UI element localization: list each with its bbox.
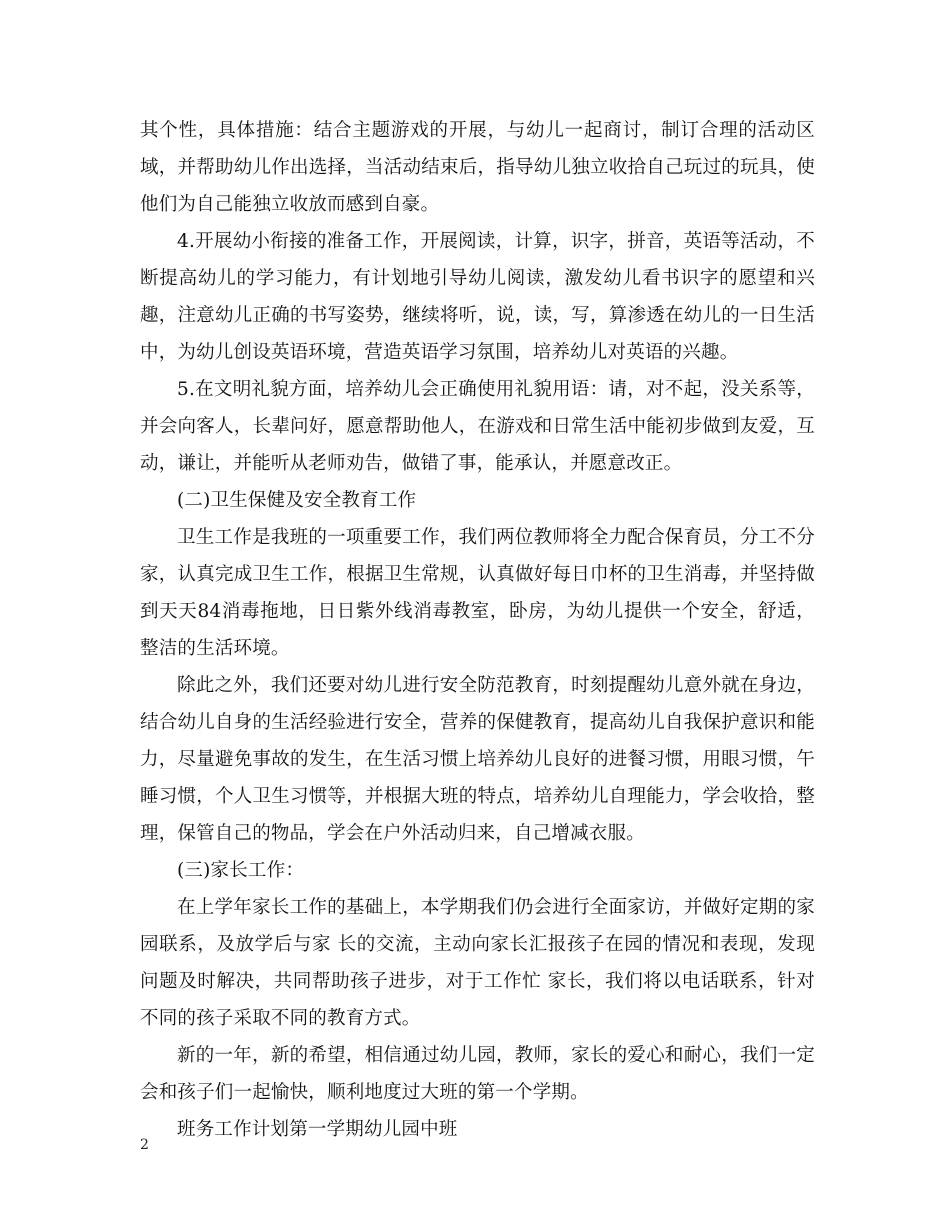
section-heading-parents: (三)家长工作：: [177, 860, 305, 881]
paragraph-continuation: 其个性，具体措施：结合主题游戏的开展，与幼儿一起商讨，制订合理的活动区域，并帮助幼儿作出选择，当活动结束后，指导幼儿独立收拾自己玩过的玩具，使他们为自己能独立收放而感到自豪。: [140, 120, 815, 215]
paragraph-closing: 新的一年，新的希望，相信通过幼儿园，教师，家长的爱心和耐心，我们一定会和孩子们一起愉快，顺利地度过大班的第一个学期。: [140, 1045, 815, 1103]
paragraph-safety: 除此之外，我们还要对幼儿进行安全防范教育，时刻提醒幼儿意外就在身边，结合幼儿自身的生活经验进行安全，营养的保健教育，提高幼儿自我保护意识和能力，尽量避免事故的发生，在生活习惯上培养幼儿良好的进餐习惯，用眼习惯，午睡习惯，个人卫生习惯等，并根据大班的特点，培养幼儿自理能力，学会收拾，整理，保管自己的物品，学会在户外活动归来，自己增减衣服。: [140, 675, 815, 844]
paragraph-parents: 在上学年家长工作的基础上，本学期我们仍会进行全面家访，并做好定期的家园联系，及放学后与家 长的交流，主动向家长汇报孩子在园的情况和表现，发现问题及时解决，共同帮助孩子进步，对于工作忙 家长，我们将以电话联系，针对不同的孩子采取不同的教育方式。: [140, 897, 815, 1029]
document-body: [140, 112, 815, 1148]
paragraph-item-5: 5.在文明礼貌方面，培养幼儿会正确使用礼貌用语：请，对不起，没关系等，并会向客人，长辈问好，愿意帮助他人，在游戏和日常生活中能初步做到友爱，互动，谦让，并能听从老师劝告，做错了事，能承认，并愿意改正。: [140, 379, 815, 474]
paragraph-hygiene: 卫生工作是我班的一项重要工作，我们两位教师将全力配合保育员，分工不分家，认真完成卫生工作，根据卫生常规，认真做好每日巾杯的卫生消毒，并坚持做到天天84消毒拖地，日日紫外线消毒教室，卧房，为幼儿提供一个安全，舒适，整洁的生活环境。: [140, 527, 815, 659]
page-number: 2: [140, 1137, 149, 1153]
section-heading-hygiene: (二)卫生保健及安全教育工作: [177, 490, 417, 511]
paragraph-next-title: 班务工作计划第一学期幼儿园中班: [177, 1119, 458, 1140]
paragraph-item-4: 4.开展幼小衔接的准备工作，开展阅读，计算，识字，拼音，英语等活动，不断提高幼儿的学习能力，有计划地引导幼儿阅读，激发幼儿看书识字的愿望和兴趣，注意幼儿正确的书写姿势，继续将听，说，读，写，算渗透在幼儿的一日生活中，为幼儿创设英语环境，营造英语学习氛围，培养幼儿对英语的兴趣。: [140, 231, 815, 363]
